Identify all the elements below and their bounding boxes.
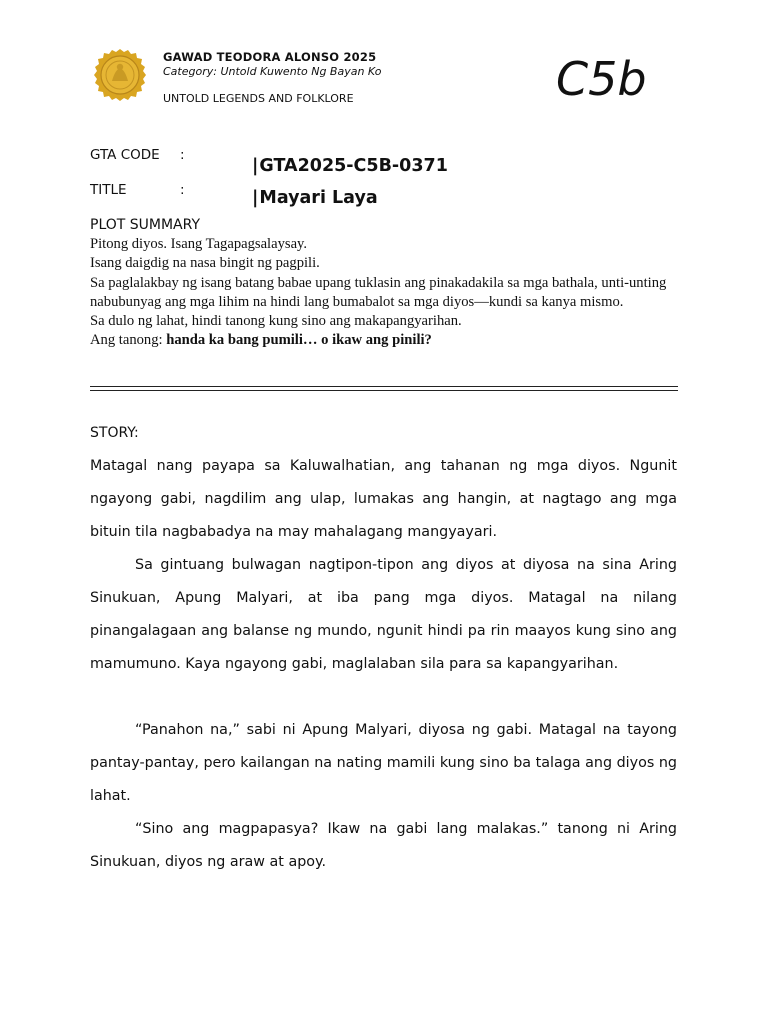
gta-code-colon: : [180,147,185,163]
story-heading: STORY: [90,425,139,441]
story-paragraph: Matagal nang payapa sa Kaluwalhatian, ang tahanan ng mga diyos. Ngunit ngayong gabi, nagdilim ang ulap, lumakas ang hangin, at nagtago ang mga bituin tila nagbabadya na may mahalagang mangyayari. [90,458,677,540]
cursor-bar: | [252,188,259,208]
divider-line [90,386,678,387]
plot-line: Sa dulo ng lahat, hindi tanong kung sino ang makapangyarihan. [90,313,462,330]
plot-line: Pitong diyos. Isang Tagapagsalaysay. [90,236,308,252]
story-paragraph: “Panahon na,” sabi ni Apung Malyari, diyosa ng gabi. Matagal na tayong pantay-pantay, pero kailangan na nating mamili kung sino ba talaga ang diyos ng lahat. [90,722,677,804]
story-paragraph: “Sino ang magpapasya? Ikaw na gabi lang malakas.” tanong ni Aring Sinukuan, diyos ng araw at apoy. [90,821,677,870]
plot-line: Isang daigdig na nasa bingit ng pagpili. [90,255,320,272]
plot-summary [90,235,680,351]
category-label: Category: Untold Kuwento Ng Bayan Ko [163,65,382,78]
title-colon: : [180,182,185,198]
category-subtitle: UNTOLD LEGENDS AND FOLKLORE [163,92,354,105]
plot-line: Sa paglalakbay ng isang batang babae upang tuklasin ang pinakadakila sa mga bathala, unti-unting nabubunyag ang mga lihim na hindi lang bumabalot sa mga diyos—kundi sa kanya mismo. [90,274,667,310]
entry-category-code: C5b [556,52,647,106]
gta-code-value [252,156,448,176]
gta-code-text: GTA2025-C5B-0371 [259,156,448,176]
plot-summary-heading: PLOT SUMMARY [90,217,201,233]
plot-question-bold: handa ka bang pumili… o ikaw ang pinili? [166,332,432,349]
paragraph-spacer [90,681,677,714]
cursor-bar: | [252,156,259,176]
title-label: TITLE [90,182,127,198]
divider-line [90,390,678,391]
award-title: GAWAD TEODORA ALONSO 2025 [163,50,377,64]
award-seal-icon [93,48,147,102]
gta-code-label: GTA CODE [90,147,160,163]
plot-question-prefix: Ang tanong: [90,332,167,349]
title-value [252,188,378,208]
title-text: Mayari Laya [259,188,378,208]
story-paragraph: Sa gintuang bulwagan nagtipon-tipon ang diyos at diyosa na sina Aring Sinukuan, Apung Malyari, at iba pang mga diyos. Matagal na nilang pinangalagaan ang balanse ng mundo, ngunit hindi pa rin maayos kung sino ang mamumuno. Kaya ngayong gabi, maglalaban sila para sa kapangyarihan. [90,557,677,672]
story-body [90,450,677,879]
plot-question [90,331,680,350]
